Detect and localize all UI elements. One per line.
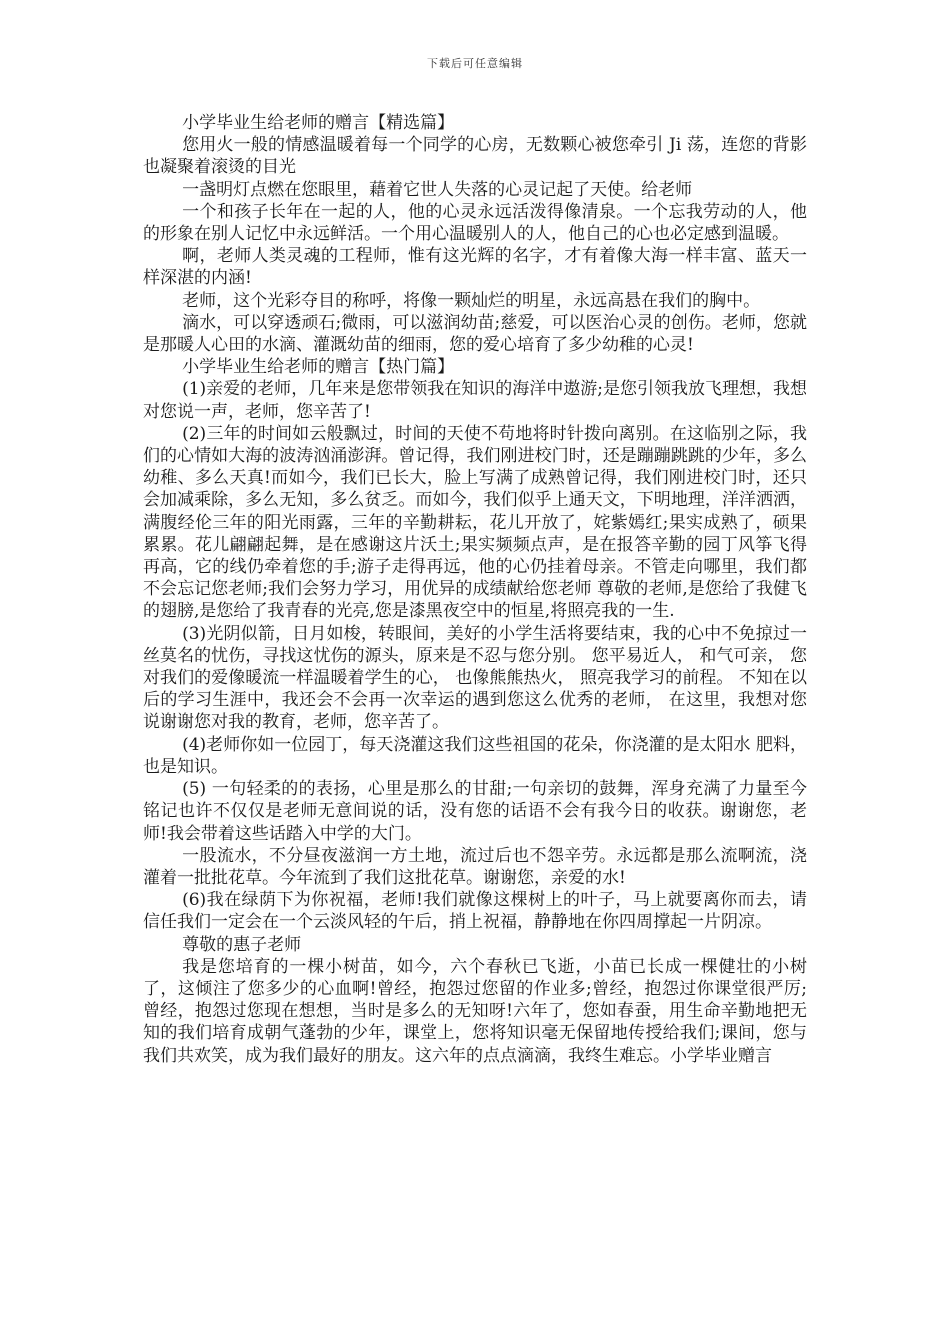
document-body: [143, 112, 807, 1067]
paragraph: (3)光阴似箭，日月如梭，转眼间，美好的小学生活将要结束，我的心中不免掠过一丝莫名的忧伤，寻找这忧伤的源头，原来是不忍与您分别。 您平易近人， 和气可亲， 您对我们的爱像暖流一样温暖着学生的心， 也像熊熊热火， 照亮我学习的前程。 不知在以后的学习生涯中，我还会不会再一次幸运的遇到您这么优秀的老师， 在这里，我想对您说谢谢您对我的教育，老师，您辛苦了。: [143, 623, 807, 733]
section-title-popular: 小学毕业生给老师的赠言【热门篇】: [182, 357, 455, 378]
header-note: 下载后可任意编辑: [427, 57, 523, 70]
paragraph: 啊，老师人类灵魂的工程师，惟有这光辉的名字，才有着像大海一样丰富、蓝天一样深湛的内涵!: [143, 246, 807, 289]
letter-salutation: 尊敬的惠子老师: [182, 934, 302, 955]
paragraph: 我是您培育的一棵小树苗，如今，六个春秋已飞逝，小苗已长成一棵健壮的小树了，这倾注了您多少的心血啊!曾经，抱怨过您留的作业多;曾经，抱怨过你课堂很严厉;曾经，抱怨过您现在想想，当时是多么的无知呀!六年了，您如春蚕，用生命辛勤地把无知的我们培育成朝气蓬勃的少年，课堂上，您将知识毫无保留地传授给我们;课间，您与我们共欢笑，成为我们最好的朋友。这六年的点点滴滴，我终生难忘。小学毕业赠言: [143, 956, 807, 1066]
paragraph: 一盏明灯点燃在您眼里，藉着它世人失落的心灵记起了天使。给老师: [182, 179, 693, 200]
paragraph: (4)老师你如一位园丁，每天浇灌这我们这些祖国的花朵，你浇灌的是太阳水 肥料，也是知识。: [143, 734, 807, 777]
paragraph: (2)三年的时间如云般飘过，时间的天使不苟地将时针拨向离别。在这临别之际，我们的心情如大海的波涛汹涌澎湃。曾记得，我们刚进校门时，还是蹦蹦跳跳的少年，多么幼稚、多么天真!而如今，我们已长大，脸上写满了成熟曾记得，我们刚进校门时，还只会加减乘除，多么无知，多么贫乏。而如今，我们似乎上通天文，下明地理，洋洋洒洒，满腹经伦三年的阳光雨露，三年的辛勤耕耘，花儿开放了，姹紫嫣红;果实成熟了，硕果累累。花儿翩翩起舞，是在感谢这片沃土;果实频频点声，是在报答辛勤的园丁风筝飞得再高，它的线仍牵着您的手;游子走得再远，他的心仍挂着母亲。不管走向哪里，我们都不会忘记您老师;我们会努力学习，用优异的成绩献给您老师 尊敬的老师,是您给了我健飞的翅膀,是您给了我青春的光亮,您是漆黑夜空中的恒星,将照亮我的一生.: [143, 423, 807, 622]
paragraph: 老师，这个光彩夺目的称呼，将像一颗灿烂的明星，永远高悬在我们的胸中。: [182, 290, 761, 311]
paragraph: 滴水，可以穿透顽石;微雨，可以滋润幼苗;慈爱，可以医治心灵的创伤。老师，您就是那暖人心田的水滴、灌溉幼苗的细雨，您的爱心培育了多少幼稚的心灵!: [143, 312, 807, 356]
paragraph: (5) 一句轻柔的的表扬，心里是那么的甘甜;一句亲切的鼓舞，浑身充满了力量至今铭记也许不仅仅是老师无意间说的话，没有您的话语不会有我今日的收获。谢谢您，老师!我会带着这些话踏入中学的大门。: [143, 779, 807, 844]
paragraph: (1)亲爱的老师，几年来是您带领我在知识的海洋中遨游;是您引领我放飞理想，我想对您说一声，老师，您辛苦了!: [143, 379, 807, 422]
paragraph: 一股流水，不分昼夜滋润一方土地，流过后也不怨辛劳。永远都是那么流啊流，浇灌着一批批花草。今年流到了我们这批花草。谢谢您，亲爱的水!: [143, 845, 807, 888]
paragraph: 一个和孩子长年在一起的人，他的心灵永远活泼得像清泉。一个忘我劳动的人，他的形象在别人记忆中永远鲜活。一个用心温暖别人的人，他自己的心也必定感到温暖。: [143, 201, 807, 245]
section-title-selected: 小学毕业生给老师的赠言【精选篇】: [182, 113, 455, 133]
paragraph: (6)我在绿荫下为你祝福，老师!我们就像这棵树上的叶子，马上就要离你而去，请信任我们一定会在一个云淡风轻的午后，捎上祝福，静静地在你四周撑起一片阴凉。: [143, 890, 807, 933]
paragraph: 您用火一般的情感温暖着每一个同学的心房，无数颗心被您牵引 Ji 荡，连您的背影也凝聚着滚烫的目光: [143, 135, 807, 178]
